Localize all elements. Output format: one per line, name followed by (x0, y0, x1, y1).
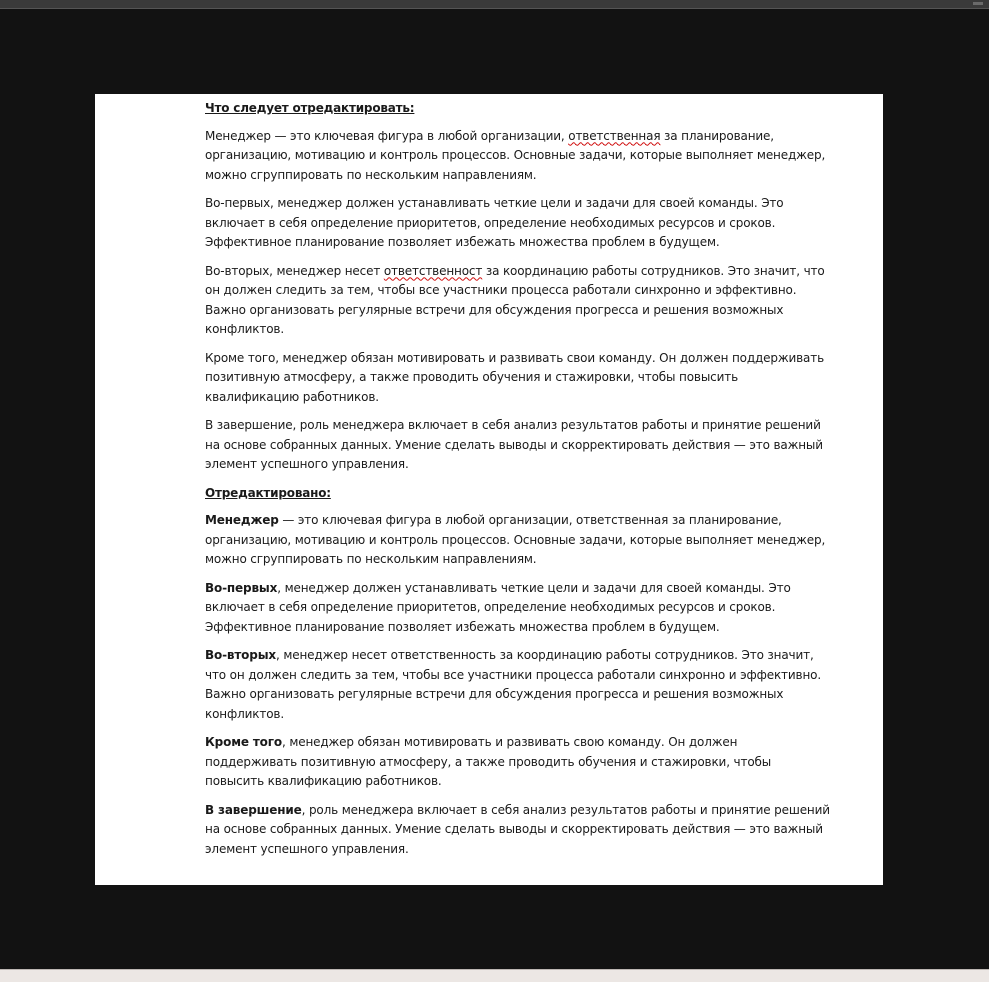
original-paragraph-2 (205, 194, 833, 253)
edited-paragraph-3 (205, 646, 833, 724)
original-paragraph-4-text: Кроме того, менеджер обязан мотивировать и развивать свои команду. Он должен поддерживать позитивную атмосферу, а также проводить обучения и стажировки, чтобы повысить квалификацию работников. (205, 350, 825, 404)
original-paragraph-3-text-rest: за координацию работы сотрудников. Это значит, что он должен следить за тем, чтобы все участники процесса работали синхронно и эффективно. Важно организовать регулярные встречи для обсуждения прогресса и решения возможных конфликтов. (205, 263, 825, 336)
original-paragraph-1-text-rest: за планирование, организацию, мотивацию и контроль процессов. Основные задачи, которые выполняет менеджер, можно сгруппировать по нескольким направлениям. (205, 128, 826, 182)
original-paragraph-5-text: В завершение, роль менеджера включает в себя анализ результатов работы и принятие решений на основе собранных данных. Умение сделать выводы и скорректировать действия — это важный элемент успешного управления. (205, 418, 823, 471)
original-paragraph-3-text: Во-вторых, менеджер несет (205, 263, 384, 278)
edited-paragraph-3-text: , менеджер несет ответственность за координацию работы сотрудников. Это значит, что он должен следить за тем, чтобы все участники процесса работали синхронно и эффективно. Важно организовать регулярные встречи для обсуждения прогресса и решения возможных конфликтов. (205, 648, 822, 721)
edited-paragraph-4-lead: Кроме того (205, 735, 282, 749)
edited-paragraph-1-lead: Менеджер (205, 513, 279, 527)
heading-to-edit: Что следует отредактировать: (205, 101, 415, 115)
edited-paragraph-2-text: , менеджер должен устанавливать четкие цели и задачи для своей команды. Это включает в себя определение приоритетов, определение необходимых ресурсов и сроков. Эффективное планирование позволяет избежать множества проблем в будущем. (205, 580, 791, 634)
edited-paragraph-1-text: — это ключевая фигура в любой организации, ответственная за планирование, организацию, мотивацию и контроль процессов. Основные задачи, которые выполняет менеджер, можно сгруппировать по нескольким направлениям. (205, 513, 826, 566)
edited-paragraph-2 (205, 579, 833, 638)
original-paragraph-4 (205, 349, 833, 408)
edited-paragraph-4-text: , менеджер обязан мотивировать и развивать свою команду. Он должен поддерживать позитивную атмосферу, а также проводить обучения и стажировки, чтобы повысить квалификацию работников. (205, 735, 772, 788)
window-top-bar (0, 0, 989, 9)
edited-paragraph-3-lead: Во-вторых (205, 648, 276, 662)
spellcheck-flagged-word[interactable]: ответственная (568, 128, 661, 143)
edited-paragraph-5-lead: В завершение (205, 802, 302, 817)
heading-edited: Отредактировано: (205, 485, 331, 500)
original-paragraph-3 (205, 262, 833, 340)
edited-paragraph-4 (205, 733, 833, 792)
document-page[interactable] (95, 94, 883, 885)
window-bottom-bar (0, 969, 989, 982)
window-corner-handle (973, 2, 983, 5)
edited-paragraph-1 (205, 511, 833, 570)
original-paragraph-5 (205, 416, 833, 475)
edited-paragraph-2-lead: Во-первых (205, 580, 278, 595)
original-paragraph-1 (205, 127, 833, 186)
original-paragraph-1-text: Менеджер — это ключевая фигура в любой организации, (205, 128, 569, 143)
edited-paragraph-5 (205, 801, 833, 860)
spellcheck-flagged-word[interactable]: ответственност (383, 263, 483, 278)
edited-paragraph-5-text: , роль менеджера включает в себя анализ результатов работы и принятие решений на основе собранных данных. Умение сделать выводы и скорректировать действия — это важный элемент успешного управления. (205, 802, 830, 856)
original-paragraph-2-text: Во-первых, менеджер должен устанавливать четкие цели и задачи для своей команды. Это включает в себя определение приоритетов, определение необходимых ресурсов и сроков. Эффективное планирование позволяет избежать множества проблем в будущем. (205, 196, 784, 249)
